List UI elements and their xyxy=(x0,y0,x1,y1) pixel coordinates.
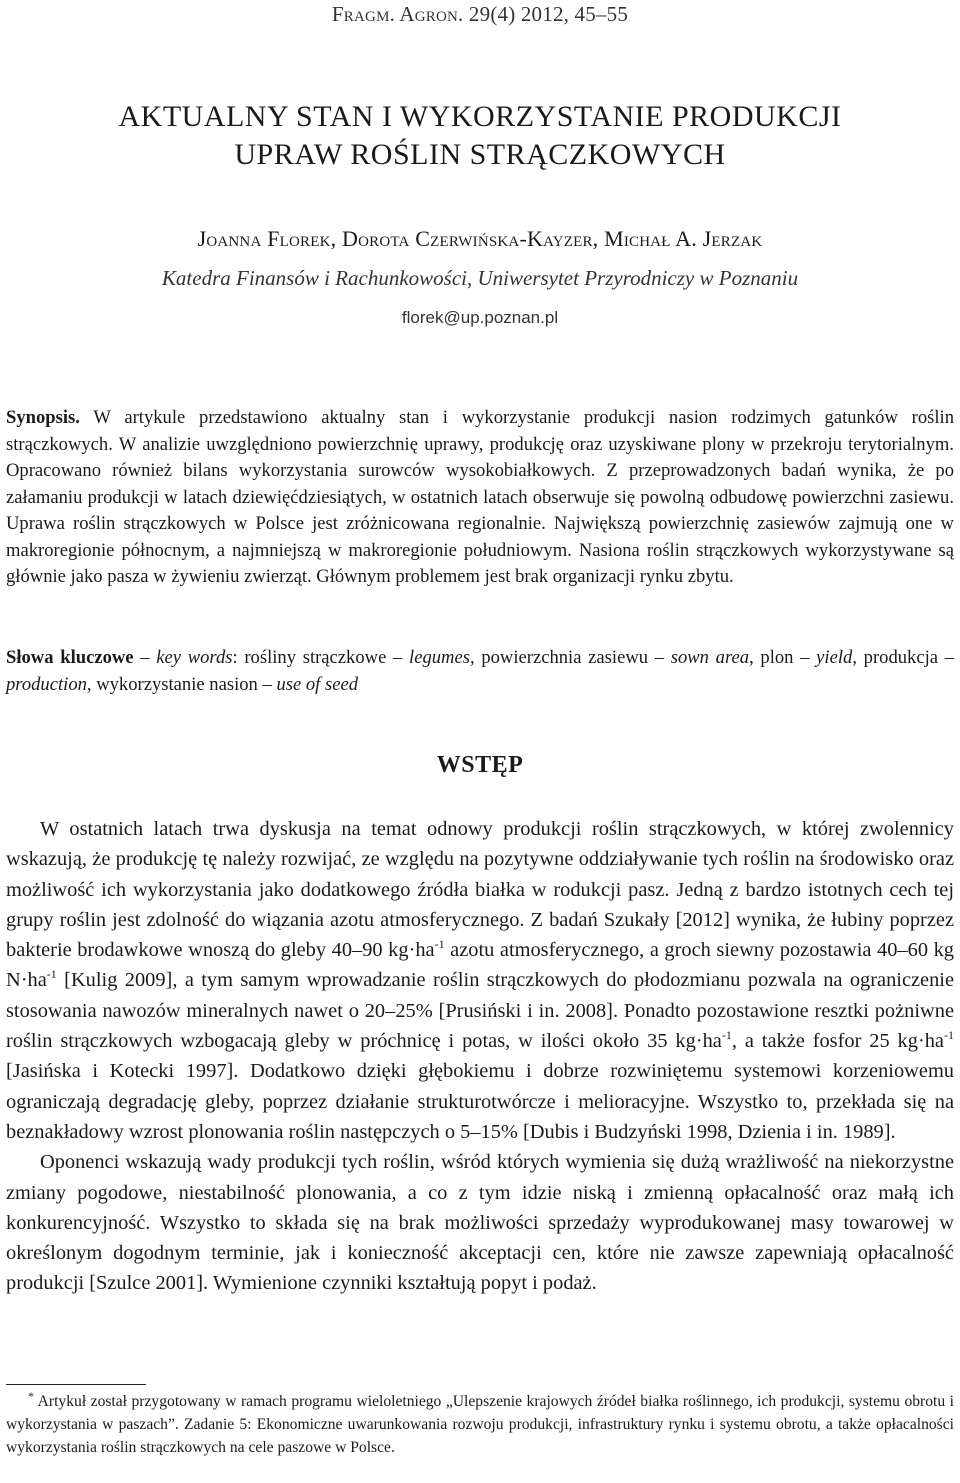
keyword-en-4: production, xyxy=(6,674,92,695)
keyword-pl-4: , produkcja – xyxy=(852,647,954,668)
title-line-2: UPRAW ROŚLIN STRĄCZKOWYCH xyxy=(234,138,726,171)
keyword-en-2: sown area xyxy=(670,647,750,668)
intro-paragraph-2: Oponenci wskazują wady produkcji tych roślin, wśród których wymienia się dużą wrażliwość na niekorzystne zmiany pogodowe, niestabilność plonowania, a co z tym idzie niską i zmienną opłacalność oraz małą ich konkurencyjność. Wszystko to składa się na brak możliwości sprzedaży wyprodukowanej masy towarowej w określonym dogodnym terminie, jak i konieczność akceptacji cen, które nie zawsze zapewniają opłacalność produkcji [Szulce 2001]. Wymienione czynniki kształtują popyt i podaż. xyxy=(6,1151,954,1295)
keywords-en-label: key words xyxy=(156,647,233,668)
intro-p1-part-e: [Jasińska i Kotecki 1997]. Dodatkowo dzięki głębokiemu i dobrze rozwiniętemu systemowi korzeniowemu ograniczają degradację gleby, poprzez działanie strukturotwórcze i melioracyjne. Wszystko to, przekłada się na beznakładowy wzrost plonowania roślin następczych o 5–15% [Dubis i Budzyński 1998, Dzienia i in. 1989]. xyxy=(6,1060,954,1143)
keyword-pl-1: : rośliny strączkowe – xyxy=(232,647,410,668)
keywords-label: Słowa kluczowe xyxy=(6,647,134,668)
keyword-en-1: legumes xyxy=(409,647,470,668)
keyword-en-3: yield xyxy=(816,647,853,668)
section-heading: WSTĘP xyxy=(436,752,524,778)
footnote xyxy=(6,1390,954,1459)
synopsis-label: Synopsis. xyxy=(6,407,80,428)
intro-paragraph-1 xyxy=(6,814,954,1147)
keyword-pl-3: , plon – xyxy=(749,647,817,668)
intro-p1-part-c: [Kulig 2009], a tym samym wprowadzanie roślin strączkowych do płodozmianu pozwala na ograniczenie stosowania nawozów mineralnych nawet o 20–25% [Prusiński i in. 2008]. Ponadto pozostawione resztki pożniwne roślin strączkowych wzbogacają gleby w próchnicę i potas, w ilości około 35 kg·ha xyxy=(6,969,954,1053)
footnote-divider xyxy=(6,1384,146,1385)
superscript: -1 xyxy=(46,967,57,982)
introduction-body xyxy=(6,814,954,1299)
author-list: Joanna Florek, Dorota Czerwińska-Kayzer, Michał A. Jerzak xyxy=(197,226,763,251)
keyword-pl-2: , powierzchnia zasiewu – xyxy=(469,647,671,668)
journal-reference: Fragm. Agron. 29(4) 2012, 45–55 xyxy=(331,2,629,26)
intro-p1-part-b: azotu atmosferycznego, a groch siewny pozostawia 40–60 kg N·ha xyxy=(6,939,954,992)
footnote-text: Artykuł został przygotowany w ramach programu wieloletniego „Ulepszenie krajowych źródeł białka roślinnego, ich produkcji, systemu obrotu i wykorzystania w paszach”. Zadanie 5: Ekonomiczne uwarunkowania rozwoju produkcji, infrastruktury rynku i systemu obrotu, a także opłacalności wykorzystania roślin strączkowych na cele paszowe w Polsce. xyxy=(6,1393,954,1456)
synopsis-text: W artykule przedstawiono aktualny stan i wykorzystanie produkcji nasion rodzimych gatunków roślin strączkowych. W analizie uwzględniono powierzchnię uprawy, produkcję oraz uzyskiwane plony w przekroju terytorialnym. Opracowano również bilans wykorzystania surowców wysokobiałkowych. Z przeprowadzonych badań wynika, że po załamaniu produkcji w latach dziewięćdziesiątych, w ostatnich latach obserwuje się powolną odbudowę powierzchni zasiewu. Uprawa roślin strączkowych w Polsce jest zróżnicowana regionalnie. Największą powierzchnię zasiewów zajmują one w makroregionie północnym, a najmniejszą w makroregionie południowym. Nasiona roślin strączkowych wykorzystywane są głównie jako pasza w żywieniu zwierząt. Głównym problemem jest brak organizacji rynku zbytu. xyxy=(6,407,954,587)
keyword-en-5: use of seed xyxy=(276,674,359,695)
keywords-paragraph xyxy=(6,644,954,698)
affiliation: Katedra Finansów i Rachunkowości, Uniwersytet Przyrodniczy w Poznaniu xyxy=(161,266,799,290)
intro-p1-part-d: , a także fosfor 25 kg·ha xyxy=(731,1030,944,1053)
superscript: -1 xyxy=(721,1028,732,1043)
superscript: -1 xyxy=(434,937,445,952)
synopsis-paragraph xyxy=(6,405,954,591)
title-line-1: AKTUALNY STAN I WYKORZYSTANIE PRODUKCJI xyxy=(118,100,842,133)
article-title xyxy=(0,98,960,174)
intro-p1-part-a: W ostatnich latach trwa dyskusja na temat odnowy produkcji roślin strączkowych, w której zwolennicy wskazują, że produkcję tę należy rozwijać, ze względu na pozytywne oddziaływanie tych roślin na środowisko oraz możliwość ich wykorzystania jako dodatkowego źródła białka w rodukcji pasz. Jedną z bardzo istotnych cech tej grupy roślin jest zdolność do wiązania azotu atmosferycznego. Z badań Szukały [2012] wynika, że łubiny poprzez bakterie brodawkowe wnoszą do gleby 40–90 kg·ha xyxy=(6,818,954,962)
footnote-mark: * xyxy=(28,1388,34,1403)
keyword-pl-5: wykorzystanie nasion – xyxy=(91,674,277,695)
author-email: florek@up.poznan.pl xyxy=(401,308,559,327)
keywords-dash: – xyxy=(133,647,157,668)
superscript: -1 xyxy=(944,1028,954,1043)
